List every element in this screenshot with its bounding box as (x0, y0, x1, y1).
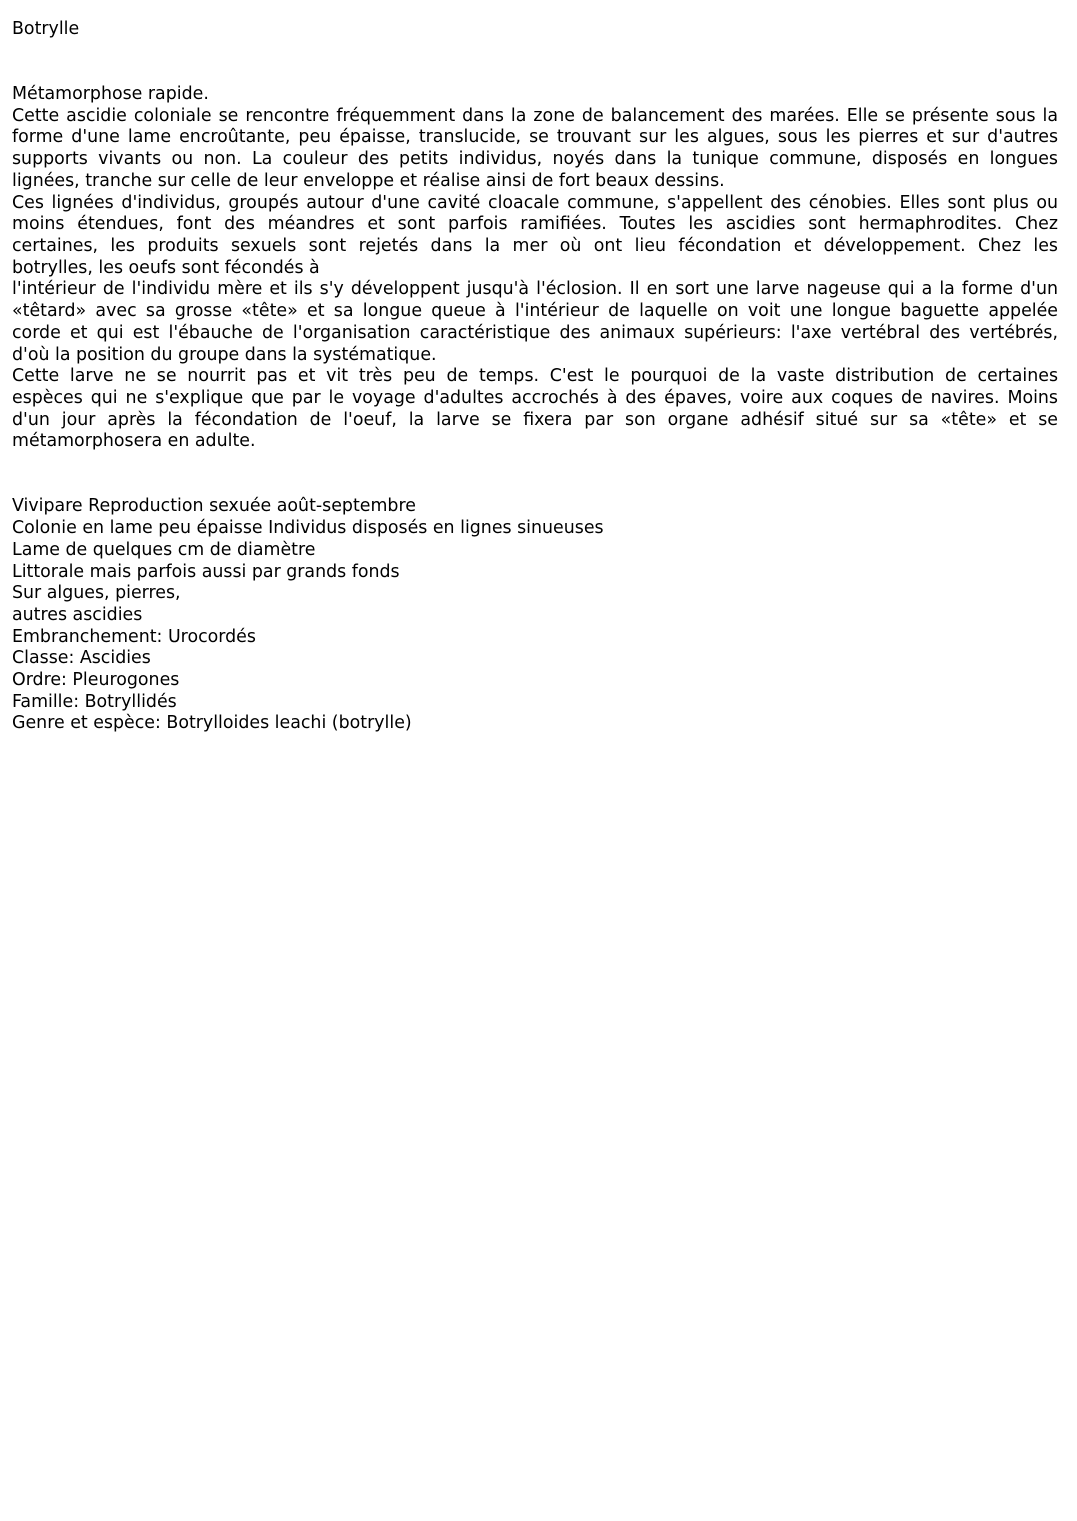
paragraph-3 (12, 279, 1058, 366)
summary-list (12, 496, 1058, 735)
summary-item: Ordre: Pleurogones (12, 670, 180, 691)
paragraph-line: métamorphosera en adulte. (12, 431, 256, 452)
paragraph-line: d'où la position du groupe dans la systématique. (12, 344, 437, 365)
paragraph-line: Cette larve ne se nourrit pas et vit très peu de temps. C'est le pourquoi de la vaste distribution de certaines (12, 366, 1058, 387)
paragraph-line: certaines, les produits sexuels sont rejetés dans la mer où ont lieu fécondation et développement. Chez les (12, 236, 1058, 256)
summary-item: Sur algues, pierres, (12, 583, 181, 604)
paragraph-line: Cette ascidie coloniale se rencontre fréquemment dans la zone de balancement des marées. Elle se présente sous la (12, 105, 1058, 126)
summary-item: Famille: Botryllidés (12, 691, 177, 712)
paragraph-line: espèces qui ne s'explique que par le voyage d'adultes accrochés à des épaves, voire aux coques de navires. Moins (12, 387, 1058, 408)
paragraph-line: «têtard» avec sa grosse «tête» et sa longue queue à l'intérieur de laquelle on voit une longue baguette appelée (12, 301, 1058, 322)
document-title: Botrylle (12, 19, 80, 39)
paragraph-2 (12, 193, 1058, 280)
paragraph-4 (12, 366, 1058, 453)
document-body (12, 84, 1058, 453)
paragraph-line: lignées, tranche sur celle de leur enveloppe et réalise ainsi de fort beaux dessins. (12, 170, 725, 191)
summary-item: Embranchement: Urocordés (12, 626, 256, 647)
paragraph-line: corde et qui est l'ébauche de l'organisation caractéristique des animaux supérieurs: l'axe vertébral des vertébrés, (12, 322, 1058, 343)
summary-item: Vivipare Reproduction sexuée août-septembre (12, 496, 416, 517)
paragraph-line: l'intérieur de l'individu mère et ils s'y développent jusqu'à l'éclosion. Il en sort une larve nageuse qui a la forme d'un (12, 279, 1058, 300)
paragraph-line: Ces lignées d'individus, groupés autour d'une cavité cloacale commune, s'appellent des cénobies. Elles sont plus ou (12, 192, 1058, 213)
summary-item: autres ascidies (12, 604, 143, 625)
paragraph-line: supports vivants ou non. La couleur des petits individus, noyés dans la tunique commune, disposés en longues (12, 149, 1058, 170)
paragraph-1 (12, 106, 1058, 193)
summary-item: Classe: Ascidies (12, 648, 151, 669)
paragraph-line: forme d'une lame encroûtante, peu épaisse, translucide, se trouvant sur les algues, sous les pierres et sur d'autres (12, 127, 1058, 148)
summary-item: Littorale mais parfois aussi par grands fonds (12, 561, 400, 582)
summary-item: Colonie en lame peu épaisse Individus disposés en lignes sinueuses (12, 518, 604, 539)
paragraph-line: botrylles, les oeufs sont fécondés à (12, 257, 320, 278)
summary-item: Genre et espèce: Botrylloides leachi (botrylle) (12, 713, 412, 734)
intro-line: Métamorphose rapide. (12, 84, 209, 105)
summary-item: Lame de quelques cm de diamètre (12, 539, 316, 560)
paragraph-line: d'un jour après la fécondation de l'oeuf, la larve se fixera par son organe adhésif situé sur sa «tête» et se (12, 409, 1058, 430)
document-page (12, 19, 1058, 735)
paragraph-line: moins étendues, font des méandres et sont parfois ramifiées. Toutes les ascidies sont hermaphrodites. Chez (12, 214, 1058, 235)
